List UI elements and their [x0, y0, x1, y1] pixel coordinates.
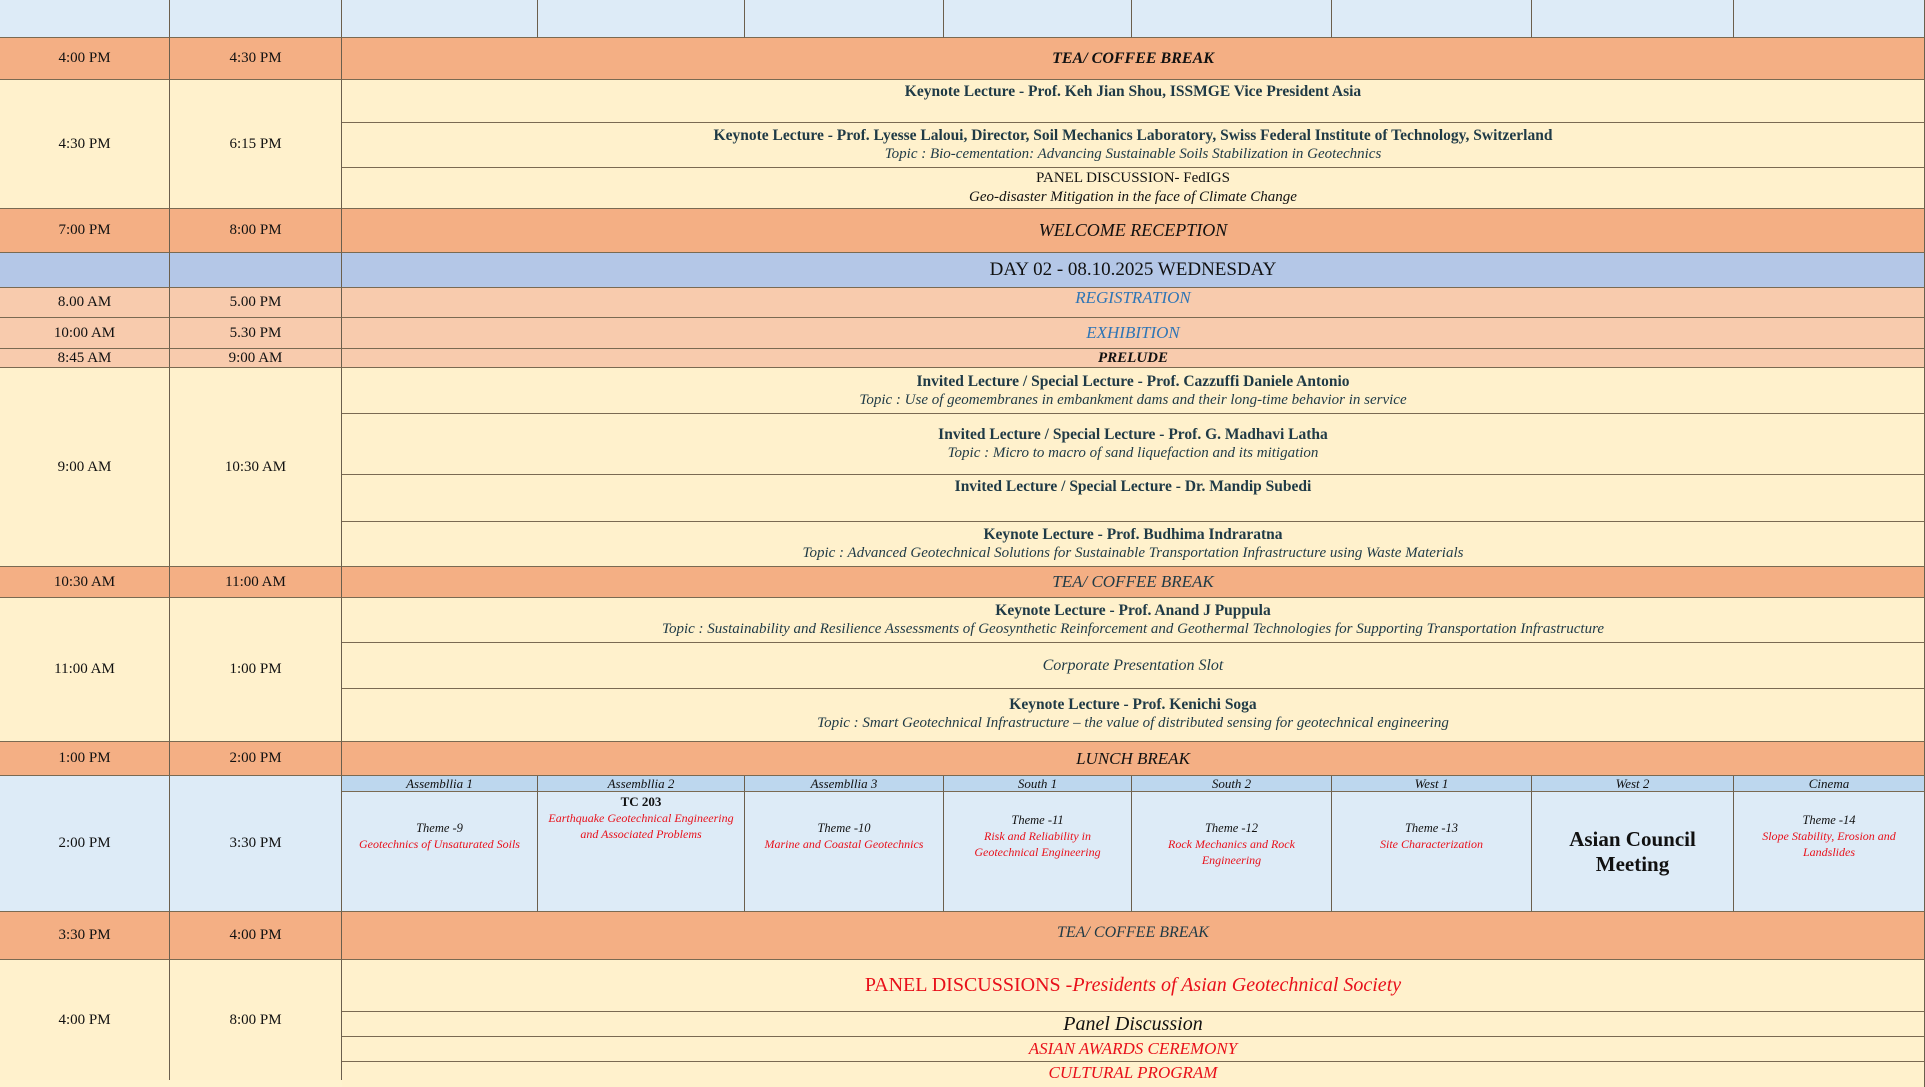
lecture-title: Invited Lecture / Special Lecture - Prof. Cazzuffi Daniele Antonio [916, 372, 1350, 390]
lecture-topic: Topic : Smart Geotechnical Infrastructure – the value of distributed sensing for geotechnical engineering [817, 715, 1449, 731]
session-theme-13 [1332, 792, 1532, 912]
keynotes1-start: 4:30 PM [0, 80, 170, 209]
room-south-1: South 1 [944, 776, 1132, 792]
lecture-topic: Topic : Use of geomembranes in embankment dams and their long-time behavior in service [859, 391, 1407, 408]
day2-header: DAY 02 - 08.10.2025 WEDNESDAY [342, 253, 1925, 288]
panel-discussion: Panel Discussion [342, 1012, 1925, 1037]
parallel-end: 3:30 PM [170, 776, 342, 912]
day2-blank-1 [0, 253, 170, 288]
lecture-latha [342, 414, 1925, 475]
day2-blank-2 [170, 253, 342, 288]
prelude-end: 9:00 AM [170, 349, 342, 368]
panel-discussions-subtitle: Presidents of Asian Geotechnical Society [1072, 974, 1402, 996]
theme-title: Slope Stability, Erosion and Landslides [1762, 829, 1896, 859]
lecture-topic: Topic : Advanced Geotechnical Solutions for Sustainable Transportation Infrastructure using Waste Materials [802, 545, 1464, 561]
lunch-start: 1:00 PM [0, 742, 170, 776]
session-tc203 [538, 792, 745, 912]
lecture-topic: Topic : Sustainability and Resilience Assessments of Geosynthetic Reinforcement and Geothermal Technologies for Supporting Transportation Infrastructure [661, 621, 1605, 637]
lecture-title: Keynote Lecture - Prof. Lyesse Laloui, Director, Soil Mechanics Laboratory, Swiss Federal Institute of Technology, Switzerland [713, 127, 1553, 144]
keynote-laloui [342, 123, 1925, 168]
panel-discussions-title: PANEL DISCUSSIONS - [864, 974, 1073, 996]
room-assembllia-2: Assembllia 2 [538, 776, 745, 792]
prev-session-7 [1532, 0, 1734, 38]
tc-label: TC 203 [620, 794, 662, 809]
room-assembllia-3: Assembllia 3 [745, 776, 944, 792]
lecture-title: Keynote Lecture - Prof. Anand J Puppula [995, 602, 1271, 619]
evening-start: 4:00 PM [0, 960, 170, 1080]
theme-title: Earthquake Geotechnical Engineering and Associated Problems [548, 811, 734, 841]
session-asian-council [1532, 792, 1734, 912]
keynote-soga [342, 689, 1925, 742]
prev-session-8 [1734, 0, 1925, 38]
keynotes1-end: 6:15 PM [170, 80, 342, 209]
welcome-end: 8:00 PM [170, 209, 342, 253]
corporate-slot [342, 643, 1925, 689]
asian-council-label: Asian Council Meeting [1569, 826, 1696, 876]
room-south-2: South 2 [1132, 776, 1332, 792]
prev-session-5 [1132, 0, 1332, 38]
exhibition-end: 5.30 PM [170, 318, 342, 349]
panel-topic: Geo-disaster Mitigation in the face of Climate Change [969, 189, 1297, 205]
lecture-title: Invited Lecture / Special Lecture - Dr. Mandip Subedi [954, 478, 1312, 495]
tea1-label: TEA/ COFFEE BREAK [342, 38, 1925, 80]
lectures2-end: 10:30 AM [170, 368, 342, 567]
exhibition-label: EXHIBITION [342, 318, 1925, 349]
prev-session-4 [944, 0, 1132, 38]
prelude-start: 8:45 AM [0, 349, 170, 368]
panel-discussions-presidents [342, 960, 1925, 1012]
cultural-program: CULTURAL PROGRAM [342, 1062, 1925, 1087]
registration-label: REGISTRATION [342, 288, 1925, 318]
tea1-end: 4:30 PM [170, 38, 342, 80]
session-theme-11 [944, 792, 1132, 912]
lecture-topic: Topic : Bio-cementation: Advancing Sustainable Soils Stabilization in Geotechnics [884, 146, 1382, 162]
prev-row-start [0, 0, 170, 38]
session-theme-12 [1132, 792, 1332, 912]
prev-session-1 [342, 0, 538, 38]
asian-awards-ceremony: ASIAN AWARDS CEREMONY [342, 1037, 1925, 1062]
session-theme-14 [1734, 792, 1925, 912]
lectures3-start: 11:00 AM [0, 598, 170, 742]
theme-number: Theme -9 [416, 821, 463, 835]
theme-title: Marine and Coastal Geotechnics [764, 837, 924, 851]
theme-number: Theme -12 [1204, 821, 1259, 835]
room-west-2: West 2 [1532, 776, 1734, 792]
lunch-end: 2:00 PM [170, 742, 342, 776]
prev-session-3 [745, 0, 944, 38]
exhibition-start: 10:00 AM [0, 318, 170, 349]
prev-session-2 [538, 0, 745, 38]
prev-row-end [170, 0, 342, 38]
session-theme-9 [342, 792, 538, 912]
lecture-title: Keynote Lecture - Prof. Keh Jian Shou, ISSMGE Vice President Asia [904, 83, 1362, 100]
registration-end: 5.00 PM [170, 288, 342, 318]
corporate-slot-label: Corporate Presentation Slot [1042, 657, 1224, 674]
theme-title: Site Characterization [1380, 837, 1483, 851]
room-assembllia-1: Assembllia 1 [342, 776, 538, 792]
keynote-indraratna [342, 522, 1925, 567]
lecture-title: Invited Lecture / Special Lecture - Prof. G. Madhavi Latha [938, 426, 1328, 443]
theme-number: Theme -11 [1011, 813, 1064, 827]
keynote-puppala [342, 598, 1925, 643]
lectures3-end: 1:00 PM [170, 598, 342, 742]
registration-start: 8.00 AM [0, 288, 170, 318]
prev-session-6 [1332, 0, 1532, 38]
lectures2-start: 9:00 AM [0, 368, 170, 567]
welcome-label: WELCOME RECEPTION [342, 209, 1925, 253]
theme-title: Geotechnics of Unsaturated Soils [359, 837, 520, 851]
panel-title: PANEL DISCUSSION- FedIGS [1036, 170, 1230, 186]
tea3-label: TEA/ COFFEE BREAK [342, 912, 1925, 960]
lecture-title: Keynote Lecture - Prof. Budhima Indraratna [983, 526, 1283, 543]
tea2-start: 10:30 AM [0, 567, 170, 598]
panel-fedigs [342, 168, 1925, 209]
theme-number: Theme -13 [1404, 821, 1459, 835]
theme-title: Risk and Reliability in Geotechnical Engineering [974, 829, 1101, 859]
tea2-end: 11:00 AM [170, 567, 342, 598]
lecture-title: Keynote Lecture - Prof. Kenichi Soga [1009, 696, 1257, 713]
evening-end: 8:00 PM [170, 960, 342, 1080]
tea3-start: 3:30 PM [0, 912, 170, 960]
lecture-cazzuffi [342, 368, 1925, 414]
lunch-label: LUNCH BREAK [342, 742, 1925, 776]
keynote-shou [342, 80, 1925, 123]
room-cinema: Cinema [1734, 776, 1925, 792]
theme-number: Theme -10 [817, 821, 871, 835]
tea1-start: 4:00 PM [0, 38, 170, 80]
welcome-start: 7:00 PM [0, 209, 170, 253]
prelude-label: PRELUDE [342, 349, 1925, 368]
lecture-topic: Topic : Micro to macro of sand liquefaction and its mitigation [947, 445, 1319, 461]
tea3-end: 4:00 PM [170, 912, 342, 960]
parallel-start: 2:00 PM [0, 776, 170, 912]
theme-title: Rock Mechanics and Rock Engineering [1168, 837, 1295, 867]
theme-number: Theme -14 [1802, 813, 1856, 827]
lecture-subedi [342, 475, 1925, 522]
room-west-1: West 1 [1332, 776, 1532, 792]
tea2-label: TEA/ COFFEE BREAK [342, 567, 1925, 598]
session-theme-10 [745, 792, 944, 912]
